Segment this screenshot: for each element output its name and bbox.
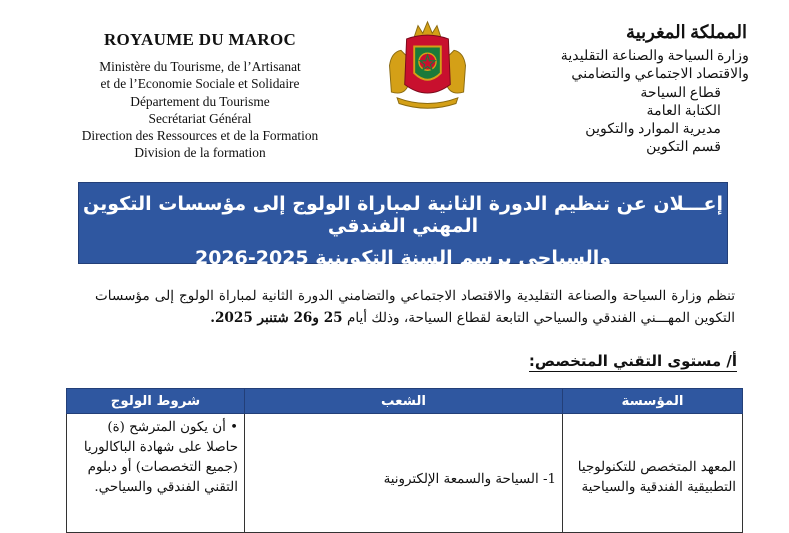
header-fr-line: Direction des Ressources et de la Formation [81,128,319,144]
intro-text: تنظم وزارة السياحة والصناعة التقليدية والاقتصاد الاجتماعي والتضامني الدورة الثانية لمباراة الولوج إلى مؤسسات التكوين المهـــني الفندقي والسياحي التابعة لقطاع السياحة، وذلك أيام [95,288,735,326]
header-french [55,30,345,162]
table-row [67,414,743,533]
header-arabic [489,22,749,157]
header-ar-line: قسم التكوين [646,139,721,156]
table-header-row [67,389,743,414]
header-ar-line: والاقتصاد الاجتماعي والتضامني [571,66,749,83]
moroccan-coat-of-arms-icon [380,18,475,113]
banner-title-line-2: والسياحي برسم السنة التكوينية 2025-2026 [194,247,612,269]
header-ar-line: قطاع السياحة [640,84,721,101]
programs-table [66,388,743,533]
conditions-text: • أن يكون المترشح (ة) حاصلا على شهادة الباكالوريا (جميع التخصصات) أو دبلوم التقني الفندقي والسياحي. [83,420,238,495]
header-fr-line: Division de la formation [134,145,266,161]
header-fr-line: et de l’Economie Sociale et Solidaire [100,76,300,92]
column-header-institution: المؤسسة [563,389,743,414]
intro-paragraph [95,285,735,329]
header-fr-line: Secrétariat Général [148,110,252,126]
header-fr-line: Département du Tourisme [130,93,270,109]
header-ar-line: الكتابة العامة [646,102,721,119]
announcement-banner [78,182,728,269]
column-header-conditions: شروط الولوج [67,389,245,414]
intro-dates: 25 و26 شتنبر 2025. [210,310,343,326]
header-ar-title: المملكة المغربية [626,22,747,42]
header-fr-line: Ministère du Tourisme, de l’Artisanat [99,59,301,74]
header-ar-line: مديرية الموارد والتكوين [585,121,721,138]
branch-cell [245,414,563,533]
column-header-branch: الشعب [245,389,563,414]
conditions-cell [67,414,245,533]
banner-title-line-1: إعـــلان عن تنظيم الدورة الثانية لمباراة الولوج إلى مؤسسات التكوين المهني الفندقي [83,193,723,237]
branch-name: 1- السياحة والسمعة الإلكترونية [383,472,556,487]
header-fr-title: ROYAUME DU MAROC [103,30,297,49]
header-ar-line: وزارة السياحة والصناعة التقليدية [560,48,749,64]
institution-cell [563,414,743,533]
institution-name: المعهد المتخصص للتكنولوجيا التطبيقية الفندقية والسياحية [577,460,736,495]
section-heading: أ/ مستوى التقني المتخصص: [528,352,737,370]
